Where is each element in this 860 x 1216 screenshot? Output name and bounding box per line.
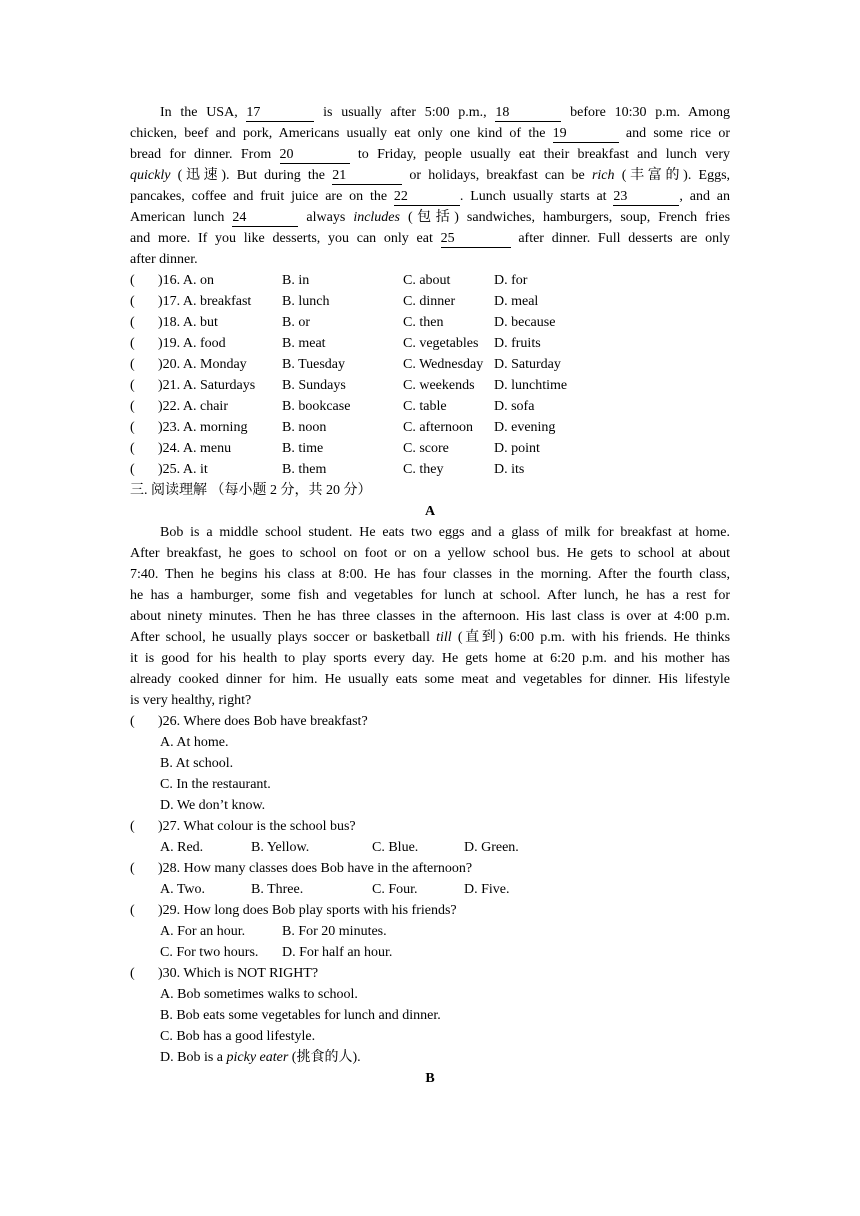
option: D. For half an hour. — [282, 945, 393, 960]
option-a: )20. A. Monday — [158, 357, 247, 372]
option-b: B. Sundays — [282, 378, 346, 393]
blank-24[interactable]: 24 — [232, 210, 298, 227]
passage-line: already cooked dinner for him. He usually eats some meat and vegetables for dinner. His lifestyle — [130, 672, 730, 687]
option: A. At home. — [160, 735, 229, 750]
cloze-passage — [130, 102, 730, 270]
blank-18[interactable]: 18 — [495, 105, 561, 122]
option — [130, 1047, 730, 1068]
exam-page — [130, 102, 730, 1089]
answer-paren[interactable]: ( — [130, 441, 135, 456]
passage-line: it is good for his health to play sports every day. He gets home at 6:20 p.m. and his mother has — [130, 651, 730, 666]
option: B. For 20 minutes. — [282, 924, 387, 939]
cloze-question-row — [130, 312, 730, 333]
option-a: )23. A. morning — [158, 420, 248, 435]
passage-b-label: B — [425, 1071, 435, 1086]
option-c: C. dinner — [403, 294, 456, 309]
option: B. At school. — [160, 756, 234, 771]
cloze-question-row — [130, 459, 730, 480]
blank-21[interactable]: 21 — [332, 168, 402, 185]
cloze-question-row — [130, 270, 730, 291]
text: always — [306, 210, 346, 225]
cloze-line — [130, 123, 730, 144]
text: (丰富的). Eggs, — [621, 168, 731, 183]
answer-paren[interactable]: ( — [130, 714, 135, 729]
answer-paren[interactable]: ( — [130, 336, 135, 351]
blank-19[interactable]: 19 — [553, 126, 619, 143]
answer-paren[interactable]: ( — [130, 273, 135, 288]
question-number-and-option-a — [130, 438, 282, 459]
section-heading: 三. 阅读理解 （每小题 2 分，共 20 分） — [130, 483, 372, 498]
option-c: C. then — [403, 315, 444, 330]
option-b: B. them — [282, 462, 327, 477]
cloze-line: after dinner. — [130, 252, 198, 267]
answer-paren[interactable]: ( — [130, 315, 135, 330]
answer-paren[interactable]: ( — [130, 420, 135, 435]
option-a: )24. A. menu — [158, 441, 232, 456]
option-a: )19. A. food — [158, 336, 226, 351]
passage-line: he has a hamburger, some fish and vegetables for lunch at school. After lunch, he has a rest for — [130, 588, 730, 603]
option: C. Bob has a good lifestyle. — [160, 1029, 316, 1044]
text: before 10:30 p.m. Among — [570, 105, 731, 120]
passage-line — [130, 627, 730, 648]
italic-word: till — [436, 630, 452, 645]
text: and some rice or — [625, 126, 730, 141]
option-d: D. because — [494, 315, 556, 330]
italic-word: includes — [353, 210, 400, 225]
option-b: B. Tuesday — [282, 357, 346, 372]
option-c: C. vegetables — [403, 336, 479, 351]
passage-line: about ninety minutes. Then he has three classes in the afternoon. His last class is over at 4:00 p.m. — [130, 609, 730, 624]
text: after dinner. Full desserts are only — [518, 231, 730, 246]
text: (直到) 6:00 p.m. with his friends. He thinks — [457, 630, 731, 645]
cloze-question-row — [130, 438, 730, 459]
question-text: )27. What colour is the school bus? — [158, 819, 356, 834]
option-b: B. meat — [282, 336, 326, 351]
cloze-line — [130, 165, 730, 186]
question-text: )26. Where does Bob have breakfast? — [158, 714, 368, 729]
answer-paren[interactable]: ( — [130, 861, 135, 876]
answer-paren[interactable]: ( — [130, 819, 135, 834]
text: (挑食的人). — [291, 1050, 361, 1065]
question-number-and-option-a — [130, 417, 282, 438]
answer-paren[interactable]: ( — [130, 462, 135, 477]
option-c: C. afternoon — [403, 420, 473, 435]
blank-17[interactable]: 17 — [246, 105, 314, 122]
option-c: C. table — [403, 399, 447, 414]
cloze-line — [130, 144, 730, 165]
passage-line: Bob is a middle school student. He eats two eggs and a glass of milk for breakfast at home. — [160, 525, 730, 540]
option: D. Five. — [464, 882, 510, 897]
option: B. Bob eats some vegetables for lunch and dinner. — [160, 1008, 441, 1023]
option-b: B. time — [282, 441, 324, 456]
option: C. Four. — [372, 882, 418, 897]
option: A. For an hour. — [160, 924, 246, 939]
question-number-and-option-a — [130, 375, 282, 396]
cloze-question-row — [130, 375, 730, 396]
option-c: C. Wednesday — [403, 357, 484, 372]
cloze-question-row — [130, 354, 730, 375]
italic-word: picky eater — [226, 1050, 289, 1065]
question-28 — [130, 858, 730, 900]
option-b: B. bookcase — [282, 399, 351, 414]
option-a: )21. A. Saturdays — [158, 378, 256, 393]
text: In the USA, — [160, 105, 238, 120]
answer-paren[interactable]: ( — [130, 378, 135, 393]
question-number-and-option-a — [130, 459, 282, 480]
text: bread for dinner. From — [130, 147, 272, 162]
question-number-and-option-a — [130, 312, 282, 333]
text: (迅速). But during the — [177, 168, 326, 183]
passage-a — [130, 522, 730, 711]
passage-line: 7:40. Then he begins his class at 8:00. He has four classes in the morning. After the fourth class, — [130, 567, 730, 582]
answer-paren[interactable]: ( — [130, 399, 135, 414]
option-d: D. lunchtime — [494, 378, 568, 393]
options-row — [130, 837, 730, 858]
text: or holidays, breakfast can be — [409, 168, 585, 183]
cloze-question-row — [130, 417, 730, 438]
text: is usually after 5:00 p.m., — [323, 105, 487, 120]
cloze-question-row — [130, 333, 730, 354]
option: C. For two hours. — [160, 945, 259, 960]
passage-line: After breakfast, he goes to school on foot or on a yellow school bus. He gets to school at about — [130, 546, 730, 561]
options-row — [130, 879, 730, 900]
options-row — [130, 942, 730, 963]
question-text: )28. How many classes does Bob have in the afternoon? — [158, 861, 473, 876]
question-26 — [130, 711, 730, 816]
option-d: D. for — [494, 273, 528, 288]
blank-22[interactable]: 22 — [394, 189, 460, 206]
passage-line: is very healthy, right? — [130, 693, 252, 708]
option-d: D. point — [494, 441, 540, 456]
cloze-question-row — [130, 396, 730, 417]
option-d: D. fruits — [494, 336, 541, 351]
text: After school, he usually plays soccer or basketball — [130, 630, 430, 645]
option-c: C. weekends — [403, 378, 475, 393]
option-b: B. noon — [282, 420, 327, 435]
question-number-and-option-a — [130, 291, 282, 312]
blank-23[interactable]: 23 — [613, 189, 679, 206]
option: A. Red. — [160, 840, 204, 855]
cloze-question-row — [130, 291, 730, 312]
text: pancakes, coffee and fruit juice are on the — [130, 189, 388, 204]
option-b: B. or — [282, 315, 310, 330]
answer-paren[interactable]: ( — [130, 903, 135, 918]
option: A. Two. — [160, 882, 206, 897]
question-29 — [130, 900, 730, 963]
option: D. Green. — [464, 840, 519, 855]
blank-20[interactable]: 20 — [280, 147, 350, 164]
question-number-and-option-a — [130, 270, 282, 291]
question-30 — [130, 963, 730, 1068]
option: C. In the restaurant. — [160, 777, 271, 792]
option-c: C. they — [403, 462, 444, 477]
option-a: )17. A. breakfast — [158, 294, 252, 309]
answer-paren[interactable]: ( — [130, 357, 135, 372]
option-a: )22. A. chair — [158, 399, 228, 414]
question-text: )30. Which is NOT RIGHT? — [158, 966, 319, 981]
question-number-and-option-a — [130, 354, 282, 375]
option-b: B. lunch — [282, 294, 330, 309]
option: B. Three. — [251, 882, 304, 897]
italic-word: rich — [591, 168, 615, 183]
text: and more. If you like desserts, you can only eat — [130, 231, 433, 246]
question-text: )29. How long does Bob play sports with his friends? — [158, 903, 457, 918]
option: C. Blue. — [372, 840, 419, 855]
option-c: C. about — [403, 273, 451, 288]
option: A. Bob sometimes walks to school. — [160, 987, 358, 1002]
text: chicken, beef and pork, Americans usually eat only one kind of the — [130, 126, 546, 141]
answer-paren[interactable]: ( — [130, 966, 135, 981]
option: B. Yellow. — [251, 840, 310, 855]
text: , and an — [679, 189, 731, 204]
text: to Friday, people usually eat their breakfast and lunch very — [357, 147, 731, 162]
option-a: )16. A. on — [158, 273, 214, 288]
option-d: D. Saturday — [494, 357, 561, 372]
option-a: )25. A. it — [158, 462, 208, 477]
question-27 — [130, 816, 730, 858]
italic-word: quickly — [130, 168, 171, 183]
option-b: B. in — [282, 273, 310, 288]
option-d: D. its — [494, 462, 525, 477]
cloze-questions — [130, 270, 730, 480]
question-number-and-option-a — [130, 396, 282, 417]
cloze-line — [130, 102, 730, 123]
cloze-line — [130, 186, 730, 207]
answer-paren[interactable]: ( — [130, 294, 135, 309]
text: . Lunch usually starts at — [459, 189, 607, 204]
passage-a-label: A — [424, 504, 436, 519]
cloze-line — [130, 228, 730, 249]
text: D. Bob is a — [160, 1050, 223, 1065]
cloze-line — [130, 207, 730, 228]
blank-25[interactable]: 25 — [441, 231, 511, 248]
option-d: D. meal — [494, 294, 539, 309]
option: D. We don’t know. — [160, 798, 266, 813]
option-c: C. score — [403, 441, 449, 456]
option-a: )18. A. but — [158, 315, 218, 330]
option-d: D. sofa — [494, 399, 535, 414]
options-row — [130, 921, 730, 942]
text: (包括) sandwiches, hamburgers, soup, French fries — [408, 210, 731, 225]
question-number-and-option-a — [130, 333, 282, 354]
option-d: D. evening — [494, 420, 556, 435]
text: American lunch — [130, 210, 225, 225]
